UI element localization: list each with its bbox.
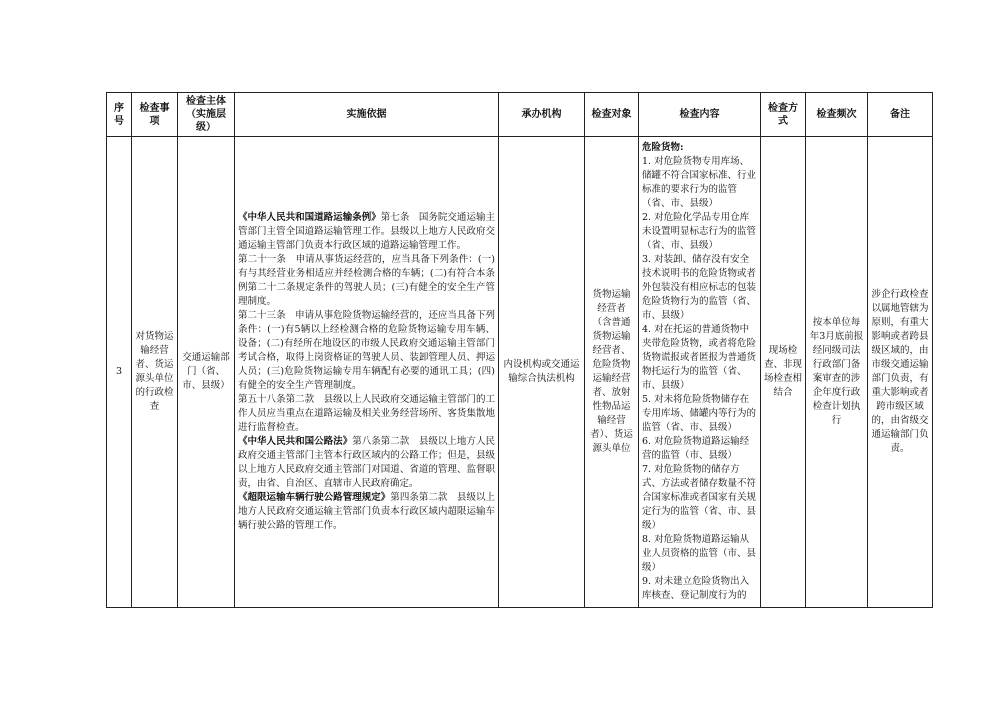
cell-method: 现场检查、非现场检查相结合 xyxy=(761,137,806,608)
cell-object: 货物运输经营者（含普通货物运输经营者、危险货物运输经营者、放射性物品运输经营者）、货运源头单位 xyxy=(585,137,639,608)
header-content: 检查内容 xyxy=(639,93,761,137)
header-frequency: 检查频次 xyxy=(806,93,868,137)
header-agency: 承办机构 xyxy=(499,93,585,137)
basis-paragraph: 第五十八条第二款 县级以上人民政府交通运输主管部门的工作人员应当重点在道路运输及相关业务经营场所、客货集散地进行监督检查。 xyxy=(238,394,495,433)
header-row xyxy=(107,93,933,137)
content-item: 4. 对在托运的普通货物中夹带危险货物，或者将危险货物谎报或者匿报为普通货物托运行为的监管（省、市、县级） xyxy=(642,324,757,391)
header-remark: 备注 xyxy=(868,93,933,137)
content-item: 6. 对危险货物道路运输经营的监管（市、县级） xyxy=(642,436,750,461)
content-item: 2. 对危险化学品专用仓库未设置明显标志行为的监管（省、市、县级） xyxy=(642,212,757,251)
content-item: 1. 对危险货物专用库场、储罐不符合国家标准、行业标准的要求行为的监管（省、市、县级） xyxy=(642,156,757,209)
basis-paragraph: 《中华人民共和国公路法》第八条第二款 县级以上地方人民政府交通主管部门主管本行政区域内的公路工作；但是，县级以上地方人民政府交通主管部门对国道、省道的管理、监督职责，由省、自治区、直辖市人民政府确定。 xyxy=(238,436,495,489)
content-item: 7. 对危险货物的储存方式、方法或者储存数量不符合国家标准或者国家有关规定行为的监管（省、市、县级） xyxy=(642,464,757,531)
cell-agency: 内设机构或交通运输综合执法机构 xyxy=(499,137,585,608)
cell-subject: 交通运输部门（省、市、县级） xyxy=(178,137,235,608)
header-subject: 检查主体（实施层级） xyxy=(178,93,235,137)
cell-item: 对货物运输经营者、货运源头单位的行政检查 xyxy=(132,137,178,608)
content-title: 危险货物: xyxy=(642,142,684,153)
cell-remark: 涉企行政检查以属地管辖为原则，有重大影响或者跨县级区域的，由市级交通运输部门负责，有重大影响或者跨市级区域的，由省级交通运输部门负责。 xyxy=(868,137,933,608)
header-object: 检查对象 xyxy=(585,93,639,137)
inspection-table xyxy=(106,92,933,608)
cell-content xyxy=(639,137,761,608)
header-basis: 实施依据 xyxy=(235,93,499,137)
cell-basis xyxy=(235,137,499,608)
cell-frequency: 按本单位每年3月底前报经同级司法行政部门备案审查的涉企年度行政检查计划执行 xyxy=(806,137,868,608)
content-item: 8. 对危险货物道路运输从业人员资格的监管（市、县级） xyxy=(642,534,757,573)
content-item: 9. 对未建立危险货物出入库核查、登记制度行为的 xyxy=(642,576,750,601)
header-item: 检查事项 xyxy=(132,93,178,137)
content-item: 3. 对装卸、储存没有安全技术说明书的危险货物或者外包装没有相应标志的包装危险货物行为的监管（省、市、县级） xyxy=(642,254,757,321)
content-item: 5. 对未将危险货物储存在专用库场、储罐内等行为的监管（省、市、县级） xyxy=(642,394,757,433)
basis-paragraph: 《超限运输车辆行驶公路管理规定》第四条第二款 县级以上地方人民政府交通运输主管部门负责本行政区域内超限运输车辆行驶公路的管理工作。 xyxy=(238,492,495,531)
header-seq: 序号 xyxy=(107,93,132,137)
basis-paragraph: 第二十一条 申请从事货运经营的，应当具备下列条件：(一)有与其经营业务相适应并经检测合格的车辆；(二)有符合本条例第二十二条规定条件的驾驶人员；(三)有健全的安全生产管理制度。 xyxy=(238,254,495,307)
header-method: 检查方式 xyxy=(761,93,806,137)
cell-seq: 3 xyxy=(107,137,132,608)
table-row xyxy=(107,137,933,608)
basis-paragraph: 《中华人民共和国道路运输条例》第七条 国务院交通运输主管部门主管全国道路运输管理工作。县级以上地方人民政府交通运输主管部门负责本行政区域的道路运输管理工作。 xyxy=(238,212,495,251)
basis-paragraph: 第二十三条 申请从事危险货物运输经营的，还应当具备下列条件：(一)有5辆以上经检测合格的危险货物运输专用车辆、设备；(二)有经所在地设区的市级人民政府交通运输主管部门考试合格，取得上岗资格证的驾驶人员、装卸管理人员、押运人员；(三)危险货物运输专用车辆配有必要的通讯工具；(四)有健全的安全生产管理制度。 xyxy=(238,310,495,391)
